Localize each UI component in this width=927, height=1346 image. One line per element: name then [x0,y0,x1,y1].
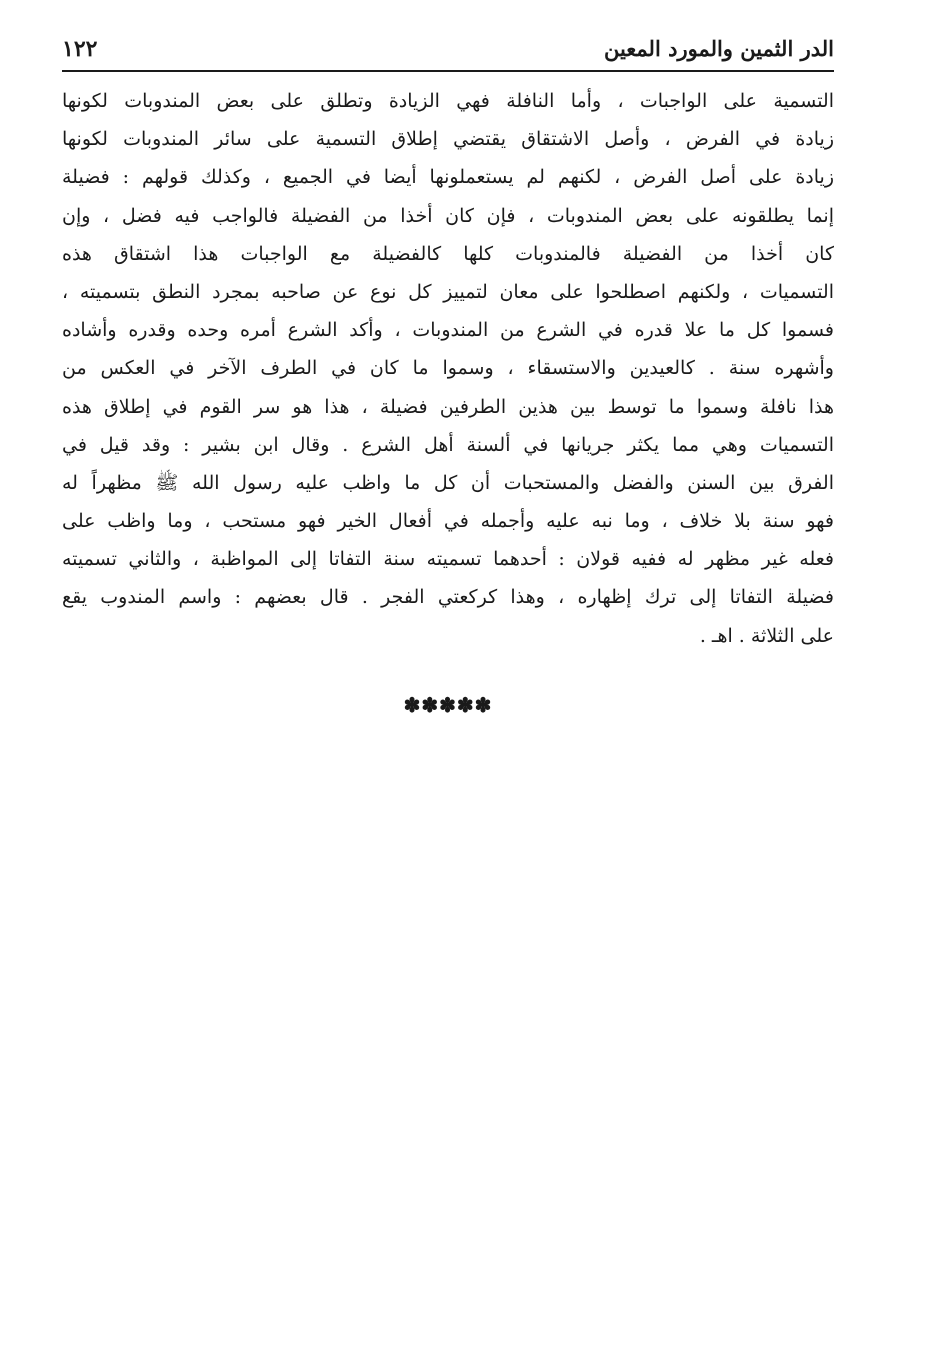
text-line: زيادة في الفرض ، وأصل الاشتقاق يقتضي إطلاق التسمية على سائر المندوبات لكونها [62,128,834,151]
text-line: فهو سنة بلا خلاف ، وما نبه عليه وأجمله في أفعال الخير فهو مستحب ، وما واظب على [62,510,834,533]
book-title: الدر الثمين والمورد المعين [603,36,834,61]
text-line: التسميات ، ولكنهم اصطلحوا على معان لتمييز كل نوع عن صاحبه بمجرد النطق بتسميته ، [62,280,834,303]
page-header [62,32,834,68]
text-line: هذا نافلة وسموا ما توسط بين هذين الطرفين فضيلة ، هذا هو سر القوم في إطلاق هذه [62,395,834,418]
text-line: إنما يطلقونه على بعض المندوبات ، فإن كان أخذا من الفضيلة فالواجب فيه فضل ، وإن [62,204,834,227]
section-separator: ✽✽✽✽✽ [403,693,493,717]
text-line: فضيلة التفاتا إلى ترك إظهاره ، وهذا كركعتي الفجر . قال بعضهم : واسم المندوب يقع [62,586,834,609]
text-line: فسموا كل ما علا قدره في الشرع من المندوبات ، وأكد الشرع أمره وحده وقدره وأشاده [62,319,834,342]
text-line: وأشهره سنة . كالعيدين والاستسقاء ، وسموا ما كان في الطرف الآخر في العكس من [62,357,834,380]
page-number: ١٢٢ [62,36,98,62]
text-line: على الثلاثة . اهـ . [699,624,834,647]
text-line: كان أخذا من الفضيلة فالمندوبات كلها كالفضيلة مع الواجبات هذا اشتقاق هذه [62,242,834,265]
text-line: زيادة على أصل الفرض ، لكنهم لم يستعملونها أيضا في الجميع ، وكذلك قولهم : فضيلة [62,166,834,189]
header-divider [62,70,834,72]
body-text [62,82,834,655]
text-line: فعله غير مظهر له ففيه قولان : أحدهما تسميته سنة التفاتا إلى المواظبة ، والثاني تسميته [62,548,834,571]
text-line: التسميات وهي مما يكثر جريانها في ألسنة أهل الشرع . وقال ابن بشير : وقد قيل في [62,433,834,456]
text-line: الفرق بين السنن والفضل والمستحبات أن كل ما واظب عليه رسول الله ﷺ مظهراً له [62,471,834,494]
text-line: التسمية على الواجبات ، وأما النافلة فهي الزيادة وتطلق على بعض المندوبات لكونها [62,90,834,112]
